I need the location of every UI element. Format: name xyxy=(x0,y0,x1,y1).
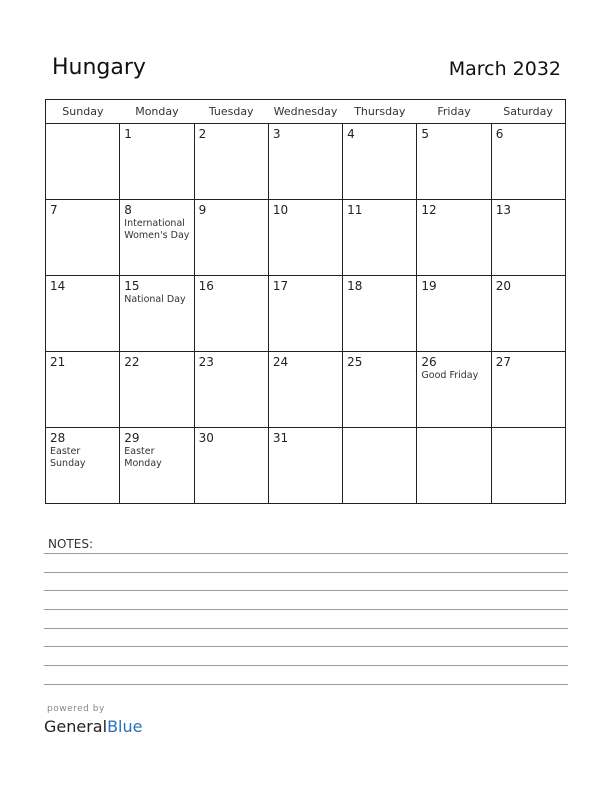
day-cell xyxy=(268,352,342,428)
day-cell xyxy=(268,200,342,276)
day-cell xyxy=(120,352,194,428)
day-number: 16 xyxy=(198,279,214,293)
notes-line xyxy=(44,646,568,647)
day-number: 29 xyxy=(124,431,140,445)
holiday-label: International Women's Day xyxy=(124,218,190,241)
day-cell xyxy=(491,428,565,504)
day-cell xyxy=(194,276,268,352)
weekday-thursday: Thursday xyxy=(343,100,417,124)
day-number: 25 xyxy=(347,355,363,369)
week-row xyxy=(46,124,566,200)
day-number: 10 xyxy=(272,203,289,217)
day-number: 21 xyxy=(50,355,66,369)
day-cell xyxy=(120,124,194,200)
day-number: 2 xyxy=(198,127,207,141)
day-cell xyxy=(491,352,565,428)
notes-line xyxy=(44,590,568,591)
week-row xyxy=(46,276,566,352)
notes-line xyxy=(44,665,568,666)
day-number: 26 xyxy=(421,355,437,369)
day-cell xyxy=(491,276,565,352)
notes-line xyxy=(44,572,568,573)
day-cell xyxy=(194,200,268,276)
day-number: 18 xyxy=(347,279,363,293)
day-cell xyxy=(491,200,565,276)
day-number: 13 xyxy=(495,203,511,217)
day-number: 14 xyxy=(50,279,66,293)
day-number: 1 xyxy=(124,127,132,141)
day-number: 31 xyxy=(272,431,289,445)
day-number: 22 xyxy=(124,355,140,369)
weekday-header-row xyxy=(46,100,566,124)
day-cell xyxy=(343,428,417,504)
day-cell xyxy=(120,276,194,352)
brand-general-text: General xyxy=(44,717,108,736)
weekday-saturday: Saturday xyxy=(491,100,565,124)
day-cell xyxy=(46,428,120,504)
day-number: 3 xyxy=(272,127,281,141)
day-number: 24 xyxy=(272,355,289,369)
week-row xyxy=(46,428,566,504)
day-cell xyxy=(491,124,565,200)
country-title: Hungary xyxy=(52,55,146,80)
weekday-friday: Friday xyxy=(417,100,491,124)
powered-by-text: powered by xyxy=(47,704,105,714)
day-cell xyxy=(417,428,491,504)
notes-label: NOTES: xyxy=(48,537,93,551)
day-cell xyxy=(343,200,417,276)
weekday-wednesday: Wednesday xyxy=(268,100,342,124)
day-cell xyxy=(268,124,342,200)
week-row xyxy=(46,200,566,276)
day-cell xyxy=(46,200,120,276)
day-number: 5 xyxy=(421,127,430,141)
weekday-monday: Monday xyxy=(120,100,194,124)
day-number: 4 xyxy=(347,127,355,141)
holiday-label: National Day xyxy=(124,294,186,305)
day-number: 6 xyxy=(495,127,504,141)
day-cell xyxy=(120,428,194,504)
day-number: 12 xyxy=(421,203,437,217)
day-number: 23 xyxy=(198,355,214,369)
day-number: 15 xyxy=(124,279,140,293)
holiday-label: Good Friday xyxy=(421,370,479,381)
month-year-title: March 2032 xyxy=(448,58,561,80)
day-cell xyxy=(194,428,268,504)
weekday-tuesday: Tuesday xyxy=(194,100,268,124)
notes-line xyxy=(44,553,568,554)
notes-line xyxy=(44,628,568,629)
day-cell xyxy=(268,428,342,504)
day-cell xyxy=(417,352,491,428)
day-cell xyxy=(417,124,491,200)
week-row xyxy=(46,352,566,428)
notes-line xyxy=(44,684,568,685)
day-cell xyxy=(46,352,120,428)
holiday-label: Easter Sunday xyxy=(50,446,86,469)
day-cell xyxy=(46,124,120,200)
day-cell xyxy=(343,124,417,200)
day-cell xyxy=(194,124,268,200)
day-cell xyxy=(417,200,491,276)
day-cell xyxy=(343,352,417,428)
day-number: 19 xyxy=(421,279,437,293)
day-cell xyxy=(120,200,194,276)
day-cell xyxy=(46,276,120,352)
day-number: 17 xyxy=(272,279,289,293)
day-cell xyxy=(417,276,491,352)
day-cell xyxy=(343,276,417,352)
weekday-sunday: Sunday xyxy=(46,100,120,124)
notes-line xyxy=(44,609,568,610)
brand-blue-text: Blue xyxy=(107,717,143,736)
day-cell xyxy=(268,276,342,352)
calendar-grid xyxy=(45,99,566,504)
day-number: 8 xyxy=(124,203,132,217)
day-cell xyxy=(194,352,268,428)
holiday-label: Easter Monday xyxy=(124,446,162,469)
day-number: 20 xyxy=(495,279,511,293)
day-number: 7 xyxy=(50,203,58,217)
day-number: 28 xyxy=(50,431,66,445)
generalblue-logo xyxy=(44,717,142,736)
day-number: 11 xyxy=(347,203,363,217)
day-number: 30 xyxy=(198,431,214,445)
day-number: 9 xyxy=(198,203,207,217)
day-number: 27 xyxy=(495,355,511,369)
